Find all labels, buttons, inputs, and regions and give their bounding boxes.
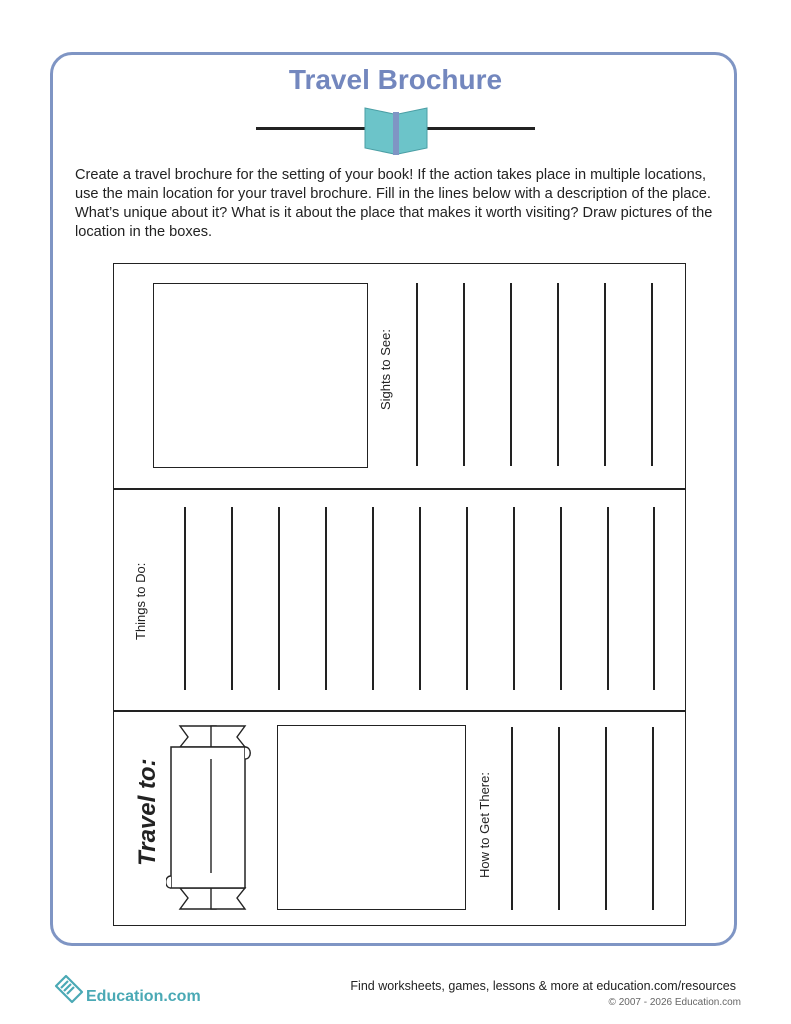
writing-line[interactable] — [278, 507, 280, 690]
writing-line[interactable] — [184, 507, 186, 690]
education-logo-icon[interactable] — [52, 972, 86, 1006]
travel-to-label: Travel to: — [134, 758, 161, 866]
writing-line[interactable] — [419, 507, 421, 690]
writing-line[interactable] — [325, 507, 327, 690]
drawing-box-destination[interactable] — [277, 725, 466, 910]
page-title: Travel Brochure — [288, 64, 503, 95]
writing-line[interactable] — [416, 283, 418, 466]
writing-line[interactable] — [605, 727, 607, 910]
writing-line[interactable] — [651, 283, 653, 466]
open-book-icon — [362, 104, 430, 156]
writing-line[interactable] — [372, 507, 374, 690]
writing-line[interactable] — [607, 507, 609, 690]
drawing-box-sights[interactable] — [153, 283, 368, 468]
writing-line[interactable] — [513, 507, 515, 690]
writing-line[interactable] — [510, 283, 512, 466]
writing-line[interactable] — [511, 727, 513, 910]
writing-line[interactable] — [557, 283, 559, 466]
panel-divider-1 — [113, 488, 686, 490]
how-label: How to Get There: — [477, 772, 492, 878]
writing-line[interactable] — [231, 507, 233, 690]
footer-copyright: © 2007 - 2026 Education.com — [608, 997, 741, 1008]
logo-wordmark[interactable]: Education.com — [86, 988, 201, 1005]
writing-line[interactable] — [560, 507, 562, 690]
writing-line[interactable] — [466, 507, 468, 690]
things-label: Things to Do: — [133, 562, 148, 640]
writing-line[interactable] — [652, 727, 654, 910]
instructions-text: Create a travel brochure for the setting of your book! If the action takes place in multiple locations, use the main location for your travel brochure. Fill in the lines below with a description of the place. What’s unique about it? What is it about the place that makes it worth visiting? Draw pictures of the location in the boxes. — [75, 167, 713, 240]
panel-divider-2 — [113, 710, 686, 712]
writing-line[interactable] — [604, 283, 606, 466]
writing-line[interactable] — [463, 283, 465, 466]
writing-line[interactable] — [558, 727, 560, 910]
scroll-banner[interactable] — [166, 723, 256, 913]
title-rule-left — [256, 127, 366, 130]
sights-label: Sights to See: — [378, 329, 393, 410]
title-rule-right — [424, 127, 535, 130]
writing-line[interactable] — [653, 507, 655, 690]
footer-tagline[interactable]: Find worksheets, games, lessons & more at education.com/resources — [350, 979, 736, 993]
